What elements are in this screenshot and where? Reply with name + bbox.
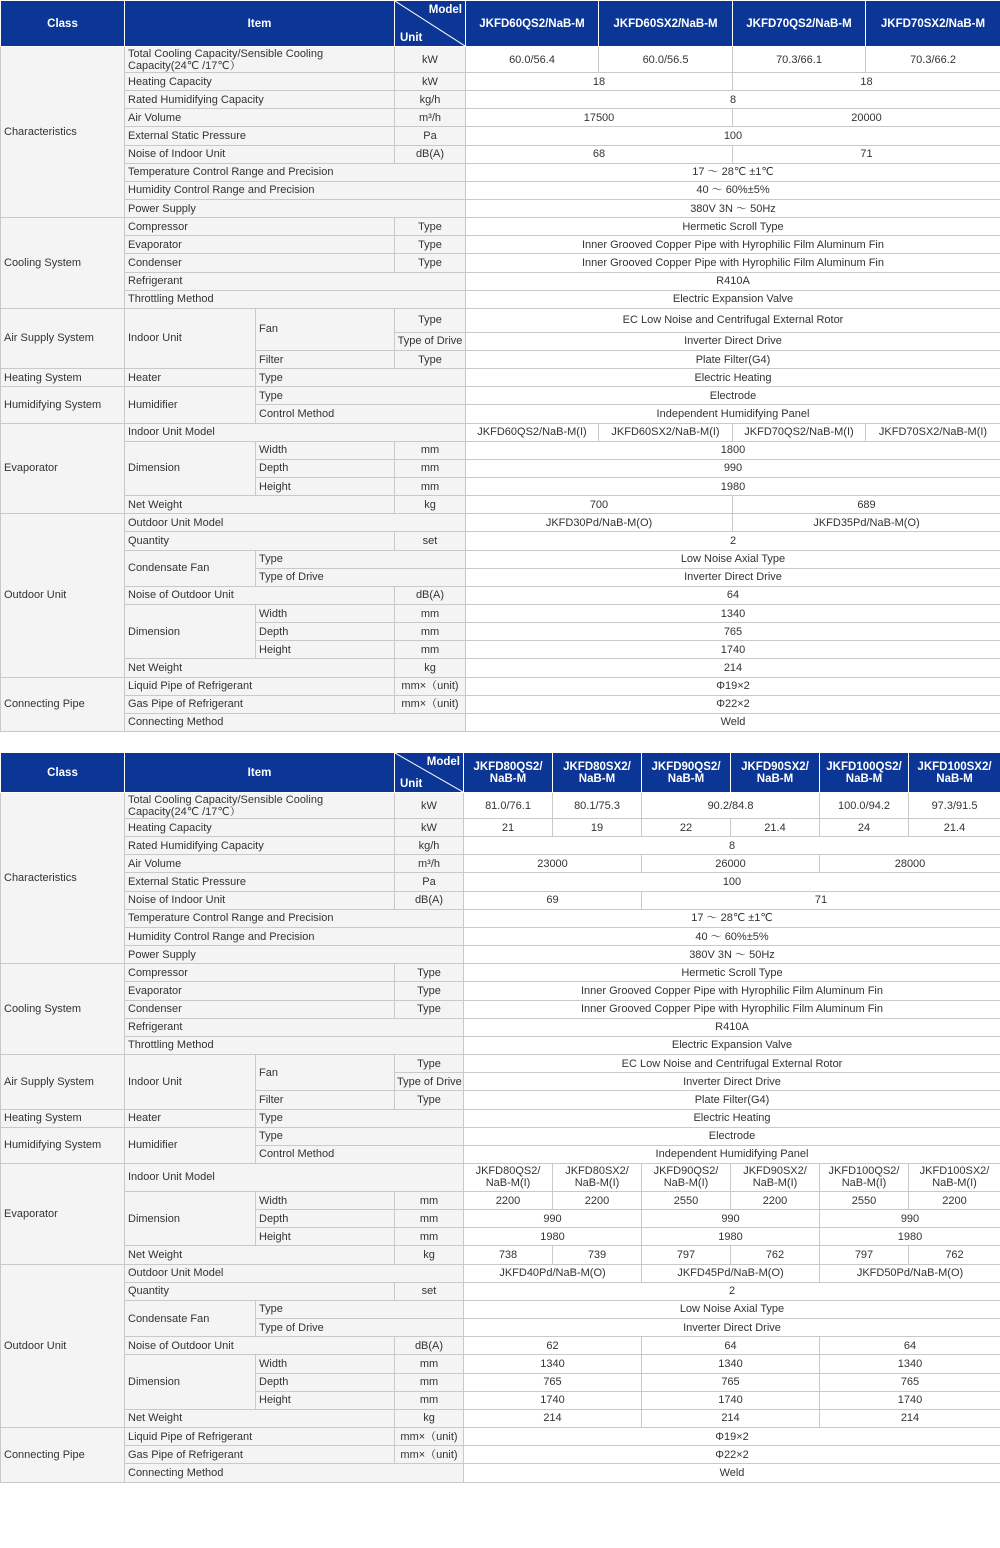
class-cooling-system: Cooling System xyxy=(1,964,125,1055)
value-cell: Electrode xyxy=(466,387,1000,405)
unit-cell: dB(A) xyxy=(395,1337,464,1355)
value-cell: 2 xyxy=(464,1282,1000,1300)
value-cell: 70.3/66.2 xyxy=(866,47,1000,73)
item-heating-capacity: Heating Capacity xyxy=(125,73,395,91)
value-cell: Inverter Direct Drive xyxy=(464,1073,1000,1091)
value-cell: Hermetic Scroll Type xyxy=(466,218,1000,236)
item-humidity-control: Humidity Control Range and Precision xyxy=(125,927,464,945)
value-cell: 1740 xyxy=(820,1391,1000,1409)
value-cell: JKFD80SX2/ NaB-M(I) xyxy=(553,1163,642,1191)
value-cell: 990 xyxy=(466,459,1000,477)
unit-cell: dB(A) xyxy=(395,891,464,909)
item-total-cooling: Total Cooling Capacity/Sensible Cooling Capacity(24℃ /17℃） xyxy=(125,793,395,819)
spec-table-2 xyxy=(0,752,1000,1483)
item-type: Type xyxy=(256,1300,464,1318)
item-heating-capacity: Heating Capacity xyxy=(125,819,395,837)
unit-cell: mm xyxy=(395,1191,464,1209)
item-height: Height xyxy=(256,477,395,495)
unit-cell: mm×（unit) xyxy=(395,1428,464,1446)
item-throttling-method: Throttling Method xyxy=(125,290,466,308)
class-heating-system: Heating System xyxy=(1,369,125,387)
item-humidity-control: Humidity Control Range and Precision xyxy=(125,181,466,199)
value-cell: 71 xyxy=(642,891,1000,909)
value-cell: 990 xyxy=(642,1210,820,1228)
unit-cell: set xyxy=(395,1282,464,1300)
item-heater: Heater xyxy=(125,1109,256,1127)
item-width: Width xyxy=(256,441,395,459)
value-cell: JKFD40Pd/NaB-M(O) xyxy=(464,1264,642,1282)
item-rated-humidifying: Rated Humidifying Capacity xyxy=(125,837,395,855)
value-cell: Φ22×2 xyxy=(466,695,1000,713)
value-cell: 1740 xyxy=(642,1391,820,1409)
value-cell: 40 ～ 60%±5% xyxy=(466,181,1000,199)
value-cell: 380V 3N ～ 50Hz xyxy=(466,199,1000,217)
class-air-supply-system: Air Supply System xyxy=(1,1055,125,1109)
item-type: Type xyxy=(256,369,466,387)
item-external-static-pressure: External Static Pressure xyxy=(125,127,395,145)
model-unit-header xyxy=(395,753,464,793)
value-cell: JKFD80QS2/ NaB-M(I) xyxy=(464,1163,553,1191)
model-header: JKFD100QS2/ NaB-M xyxy=(820,753,909,793)
item-net-weight: Net Weight xyxy=(125,1409,395,1427)
class-connecting-pipe: Connecting Pipe xyxy=(1,1428,125,1483)
item-depth: Depth xyxy=(256,1210,395,1228)
unit-cell: mm xyxy=(395,1210,464,1228)
unit-cell: dB(A) xyxy=(395,145,466,163)
unit-cell: mm xyxy=(395,641,466,659)
value-cell: 1340 xyxy=(466,604,1000,622)
unit-cell: mm xyxy=(395,459,466,477)
value-cell: 2550 xyxy=(820,1191,909,1209)
model-header: JKFD60QS2/NaB-M xyxy=(466,1,599,47)
value-cell: 69 xyxy=(464,891,642,909)
unit-cell: Type xyxy=(395,218,466,236)
value-cell: 797 xyxy=(642,1246,731,1264)
item-indoor-unit: Indoor Unit xyxy=(125,308,256,368)
unit-cell: mm xyxy=(395,477,466,495)
value-cell: Inner Grooved Copper Pipe with Hyrophilic Film Aluminum Fin xyxy=(464,982,1000,1000)
item-filter: Filter xyxy=(256,1091,395,1109)
value-cell: 80.1/75.3 xyxy=(553,793,642,819)
value-cell: 1740 xyxy=(464,1391,642,1409)
item-gas-pipe: Gas Pipe of Refrigerant xyxy=(125,695,395,713)
unit-cell: Type xyxy=(395,964,464,982)
item-total-cooling: Total Cooling Capacity/Sensible Cooling Capacity(24℃ /17℃） xyxy=(125,47,395,73)
unit-cell: m³/h xyxy=(395,109,466,127)
value-cell: 762 xyxy=(909,1246,1000,1264)
value-cell: 60.0/56.4 xyxy=(466,47,599,73)
unit-cell: kg/h xyxy=(395,91,466,109)
value-cell: 2200 xyxy=(909,1191,1000,1209)
item-humidifier: Humidifier xyxy=(125,1127,256,1163)
value-cell: 20000 xyxy=(733,109,1000,127)
value-cell: Low Noise Axial Type xyxy=(464,1300,1000,1318)
item-condenser: Condenser xyxy=(125,254,395,272)
value-cell: Plate Filter(G4) xyxy=(466,350,1000,368)
value-cell: Inverter Direct Drive xyxy=(466,568,1000,586)
value-cell: Independent Humidifying Panel xyxy=(464,1145,1000,1163)
item-heater: Heater xyxy=(125,369,256,387)
spec-table-1 xyxy=(0,0,1000,732)
item-width: Width xyxy=(256,1355,395,1373)
unit-cell: dB(A) xyxy=(395,586,466,604)
value-cell: JKFD100QS2/ NaB-M(I) xyxy=(820,1163,909,1191)
item-noise-indoor: Noise of Indoor Unit xyxy=(125,145,395,163)
value-cell: 81.0/76.1 xyxy=(464,793,553,819)
item-type: Type xyxy=(256,387,466,405)
unit-cell: Type xyxy=(395,350,466,368)
item-indoor-unit: Indoor Unit xyxy=(125,1055,256,1109)
item-evaporator: Evaporator xyxy=(125,236,395,254)
value-cell: 1740 xyxy=(466,641,1000,659)
item-rated-humidifying: Rated Humidifying Capacity xyxy=(125,91,395,109)
item-width: Width xyxy=(256,604,395,622)
value-cell: 689 xyxy=(733,496,1000,514)
value-cell: 1340 xyxy=(642,1355,820,1373)
item-evaporator: Evaporator xyxy=(125,982,395,1000)
value-cell: 762 xyxy=(731,1246,820,1264)
value-cell: JKFD100SX2/ NaB-M(I) xyxy=(909,1163,1000,1191)
unit-cell: Type xyxy=(395,1091,464,1109)
value-cell: Inverter Direct Drive xyxy=(466,332,1000,350)
unit-cell: Type of Drive xyxy=(395,332,466,350)
value-cell: 1980 xyxy=(466,477,1000,495)
class-connecting-pipe: Connecting Pipe xyxy=(1,677,125,732)
value-cell: 2200 xyxy=(464,1191,553,1209)
model-header: JKFD70QS2/NaB-M xyxy=(733,1,866,47)
item-dimension: Dimension xyxy=(125,604,256,658)
value-cell: JKFD50Pd/NaB-M(O) xyxy=(820,1264,1000,1282)
model-unit-header xyxy=(395,1,466,47)
item-type: Type xyxy=(256,1127,464,1145)
value-cell: 1980 xyxy=(642,1228,820,1246)
unit-cell: mm xyxy=(395,1373,464,1391)
value-cell: Electric Heating xyxy=(464,1109,1000,1127)
value-cell: Inner Grooved Copper Pipe with Hyrophilic Film Aluminum Fin xyxy=(466,254,1000,272)
value-cell: Plate Filter(G4) xyxy=(464,1091,1000,1109)
class-header: Class xyxy=(1,1,125,47)
unit-cell: mm×（unit) xyxy=(395,695,466,713)
unit-cell: Type xyxy=(395,308,466,332)
item-connecting-method: Connecting Method xyxy=(125,713,466,731)
value-cell: Weld xyxy=(466,713,1000,731)
item-temp-control: Temperature Control Range and Precision xyxy=(125,909,464,927)
item-throttling-method: Throttling Method xyxy=(125,1036,464,1054)
unit-cell: Type xyxy=(395,254,466,272)
item-temp-control: Temperature Control Range and Precision xyxy=(125,163,466,181)
value-cell: 17 ～ 28℃ ±1℃ xyxy=(466,163,1000,181)
item-height: Height xyxy=(256,1228,395,1246)
value-cell: Inner Grooved Copper Pipe with Hyrophilic Film Aluminum Fin xyxy=(464,1000,1000,1018)
item-humidifier: Humidifier xyxy=(125,387,256,423)
value-cell: 8 xyxy=(466,91,1000,109)
unit-cell: Pa xyxy=(395,127,466,145)
item-depth: Depth xyxy=(256,623,395,641)
value-cell: 17500 xyxy=(466,109,733,127)
class-header: Class xyxy=(1,753,125,793)
value-cell: 2200 xyxy=(553,1191,642,1209)
item-width: Width xyxy=(256,1191,395,1209)
unit-cell: kW xyxy=(395,793,464,819)
value-cell: 40 ～ 60%±5% xyxy=(464,927,1000,945)
item-quantity: Quantity xyxy=(125,1282,395,1300)
item-height: Height xyxy=(256,641,395,659)
value-cell: Electric Expansion Valve xyxy=(464,1036,1000,1054)
item-condenser: Condenser xyxy=(125,1000,395,1018)
value-cell: 765 xyxy=(642,1373,820,1391)
value-cell: 380V 3N ～ 50Hz xyxy=(464,946,1000,964)
item-header: Item xyxy=(125,1,395,47)
model-header: JKFD100SX2/ NaB-M xyxy=(909,753,1000,793)
value-cell: Electrode xyxy=(464,1127,1000,1145)
value-cell: 214 xyxy=(820,1409,1000,1427)
value-cell: 21.4 xyxy=(909,819,1000,837)
value-cell: 700 xyxy=(466,496,733,514)
value-cell: Inverter Direct Drive xyxy=(464,1319,1000,1337)
unit-cell: Type of Drive xyxy=(395,1073,464,1091)
item-header: Item xyxy=(125,753,395,793)
item-power-supply: Power Supply xyxy=(125,199,466,217)
class-cooling-system: Cooling System xyxy=(1,218,125,309)
value-cell: Hermetic Scroll Type xyxy=(464,964,1000,982)
value-cell: Electric Expansion Valve xyxy=(466,290,1000,308)
class-outdoor-unit: Outdoor Unit xyxy=(1,1264,125,1427)
item-indoor-unit-model: Indoor Unit Model xyxy=(125,423,466,441)
item-filter: Filter xyxy=(256,350,395,368)
value-cell: 21.4 xyxy=(731,819,820,837)
value-cell: 1980 xyxy=(464,1228,642,1246)
unit-cell: Type xyxy=(395,1055,464,1073)
item-gas-pipe: Gas Pipe of Refrigerant xyxy=(125,1446,395,1464)
value-cell: 990 xyxy=(820,1210,1000,1228)
unit-cell: Type xyxy=(395,236,466,254)
item-control-method: Control Method xyxy=(256,1145,464,1163)
class-humidifying-system: Humidifying System xyxy=(1,1127,125,1163)
value-cell: 1340 xyxy=(464,1355,642,1373)
value-cell: 23000 xyxy=(464,855,642,873)
unit-cell: Type xyxy=(395,982,464,1000)
value-cell: 214 xyxy=(466,659,1000,677)
item-depth: Depth xyxy=(256,1373,395,1391)
value-cell: JKFD60QS2/NaB-M(I) xyxy=(466,423,599,441)
value-cell: 1980 xyxy=(820,1228,1000,1246)
item-quantity: Quantity xyxy=(125,532,395,550)
value-cell: 18 xyxy=(466,73,733,91)
item-noise-outdoor: Noise of Outdoor Unit xyxy=(125,1337,395,1355)
class-outdoor-unit: Outdoor Unit xyxy=(1,514,125,677)
item-outdoor-unit-model: Outdoor Unit Model xyxy=(125,514,466,532)
item-height: Height xyxy=(256,1391,395,1409)
unit-cell: kg xyxy=(395,659,466,677)
unit-cell: kg xyxy=(395,496,466,514)
unit-cell: kg xyxy=(395,1409,464,1427)
value-cell: 60.0/56.5 xyxy=(599,47,733,73)
class-evaporator: Evaporator xyxy=(1,423,125,514)
item-connecting-method: Connecting Method xyxy=(125,1464,464,1483)
unit-cell: mm xyxy=(395,1355,464,1373)
unit-cell: Pa xyxy=(395,873,464,891)
item-fan: Fan xyxy=(256,308,395,350)
value-cell: 64 xyxy=(820,1337,1000,1355)
unit-cell: mm×（unit) xyxy=(395,1446,464,1464)
model-label: Model xyxy=(426,756,460,768)
value-cell: Weld xyxy=(464,1464,1000,1483)
model-header: JKFD60SX2/NaB-M xyxy=(599,1,733,47)
item-liquid-pipe: Liquid Pipe of Refrigerant xyxy=(125,677,395,695)
item-air-volume: Air Volume xyxy=(125,855,395,873)
value-cell: R410A xyxy=(466,272,1000,290)
value-cell: JKFD45Pd/NaB-M(O) xyxy=(642,1264,820,1282)
value-cell: 214 xyxy=(464,1409,642,1427)
class-characteristics: Characteristics xyxy=(1,793,125,964)
item-outdoor-unit-model: Outdoor Unit Model xyxy=(125,1264,464,1282)
unit-cell: kW xyxy=(395,819,464,837)
value-cell: 97.3/91.5 xyxy=(909,793,1000,819)
value-cell: 765 xyxy=(464,1373,642,1391)
item-dimension: Dimension xyxy=(125,441,256,495)
value-cell: 797 xyxy=(820,1246,909,1264)
unit-cell: set xyxy=(395,532,466,550)
unit-cell: mm xyxy=(395,604,466,622)
value-cell: 62 xyxy=(464,1337,642,1355)
item-control-method: Control Method xyxy=(256,405,466,423)
value-cell: 2200 xyxy=(731,1191,820,1209)
value-cell: Inner Grooved Copper Pipe with Hyrophilic Film Aluminum Fin xyxy=(466,236,1000,254)
item-condensate-fan: Condensate Fan xyxy=(125,1300,256,1336)
value-cell: JKFD70SX2/NaB-M(I) xyxy=(866,423,1000,441)
value-cell: 2550 xyxy=(642,1191,731,1209)
value-cell: 739 xyxy=(553,1246,642,1264)
value-cell: Electric Heating xyxy=(466,369,1000,387)
value-cell: EC Low Noise and Centrifugal External Rotor xyxy=(466,308,1000,332)
model-header: JKFD80QS2/ NaB-M xyxy=(464,753,553,793)
item-refrigerant: Refrigerant xyxy=(125,272,466,290)
unit-label: Unit xyxy=(400,778,423,790)
class-air-supply-system: Air Supply System xyxy=(1,308,125,368)
value-cell: 100.0/94.2 xyxy=(820,793,909,819)
model-header: JKFD70SX2/NaB-M xyxy=(866,1,1000,47)
item-external-static-pressure: External Static Pressure xyxy=(125,873,395,891)
value-cell: JKFD30Pd/NaB-M(O) xyxy=(466,514,733,532)
value-cell: Independent Humidifying Panel xyxy=(466,405,1000,423)
item-indoor-unit-model: Indoor Unit Model xyxy=(125,1163,464,1191)
value-cell: Φ19×2 xyxy=(464,1428,1000,1446)
value-cell: 70.3/66.1 xyxy=(733,47,866,73)
value-cell: 765 xyxy=(466,623,1000,641)
value-cell: 21 xyxy=(464,819,553,837)
value-cell: 18 xyxy=(733,73,1000,91)
item-dimension: Dimension xyxy=(125,1355,256,1409)
item-air-volume: Air Volume xyxy=(125,109,395,127)
value-cell: Φ19×2 xyxy=(466,677,1000,695)
value-cell: 22 xyxy=(642,819,731,837)
value-cell: R410A xyxy=(464,1018,1000,1036)
model-label: Model xyxy=(428,4,462,16)
unit-cell: mm×（unit) xyxy=(395,677,466,695)
item-condensate-fan: Condensate Fan xyxy=(125,550,256,586)
item-depth: Depth xyxy=(256,459,395,477)
model-header: JKFD90SX2/ NaB-M xyxy=(731,753,820,793)
value-cell: 24 xyxy=(820,819,909,837)
value-cell: JKFD60SX2/NaB-M(I) xyxy=(599,423,733,441)
class-heating-system: Heating System xyxy=(1,1109,125,1127)
unit-cell: kg/h xyxy=(395,837,464,855)
item-noise-outdoor: Noise of Outdoor Unit xyxy=(125,586,395,604)
item-type: Type xyxy=(256,1109,464,1127)
unit-cell: mm xyxy=(395,623,466,641)
unit-cell: mm xyxy=(395,441,466,459)
unit-cell: mm xyxy=(395,1391,464,1409)
value-cell: 68 xyxy=(466,145,733,163)
unit-cell: m³/h xyxy=(395,855,464,873)
value-cell: JKFD35Pd/NaB-M(O) xyxy=(733,514,1000,532)
value-cell: 64 xyxy=(642,1337,820,1355)
value-cell: JKFD90SX2/ NaB-M(I) xyxy=(731,1163,820,1191)
value-cell: 17 ～ 28℃ ±1℃ xyxy=(464,909,1000,927)
unit-cell: Type xyxy=(395,1000,464,1018)
model-header: JKFD80SX2/ NaB-M xyxy=(553,753,642,793)
value-cell: 19 xyxy=(553,819,642,837)
value-cell: 90.2/84.8 xyxy=(642,793,820,819)
item-fan: Fan xyxy=(256,1055,395,1091)
value-cell: 71 xyxy=(733,145,1000,163)
value-cell: 100 xyxy=(466,127,1000,145)
value-cell: JKFD70QS2/NaB-M(I) xyxy=(733,423,866,441)
value-cell: Low Noise Axial Type xyxy=(466,550,1000,568)
unit-cell: kW xyxy=(395,73,466,91)
item-net-weight: Net Weight xyxy=(125,1246,395,1264)
value-cell: 28000 xyxy=(820,855,1000,873)
value-cell: 64 xyxy=(466,586,1000,604)
class-humidifying-system: Humidifying System xyxy=(1,387,125,423)
value-cell: 26000 xyxy=(642,855,820,873)
value-cell: 738 xyxy=(464,1246,553,1264)
class-evaporator: Evaporator xyxy=(1,1163,125,1264)
item-power-supply: Power Supply xyxy=(125,946,464,964)
unit-label: Unit xyxy=(400,32,423,44)
model-header: JKFD90QS2/ NaB-M xyxy=(642,753,731,793)
value-cell: Φ22×2 xyxy=(464,1446,1000,1464)
value-cell: JKFD90QS2/ NaB-M(I) xyxy=(642,1163,731,1191)
item-net-weight: Net Weight xyxy=(125,659,395,677)
item-type-of-drive: Type of Drive xyxy=(256,568,466,586)
value-cell: 214 xyxy=(642,1409,820,1427)
value-cell: 2 xyxy=(466,532,1000,550)
unit-cell: kW xyxy=(395,47,466,73)
value-cell: 765 xyxy=(820,1373,1000,1391)
item-liquid-pipe: Liquid Pipe of Refrigerant xyxy=(125,1428,395,1446)
item-compressor: Compressor xyxy=(125,218,395,236)
item-type-of-drive: Type of Drive xyxy=(256,1319,464,1337)
item-compressor: Compressor xyxy=(125,964,395,982)
item-net-weight: Net Weight xyxy=(125,496,395,514)
value-cell: 100 xyxy=(464,873,1000,891)
value-cell: 8 xyxy=(464,837,1000,855)
value-cell: 1340 xyxy=(820,1355,1000,1373)
unit-cell: mm xyxy=(395,1228,464,1246)
item-type: Type xyxy=(256,550,466,568)
item-noise-indoor: Noise of Indoor Unit xyxy=(125,891,395,909)
unit-cell: kg xyxy=(395,1246,464,1264)
class-characteristics: Characteristics xyxy=(1,47,125,218)
value-cell: 990 xyxy=(464,1210,642,1228)
value-cell: EC Low Noise and Centrifugal External Rotor xyxy=(464,1055,1000,1073)
item-dimension: Dimension xyxy=(125,1191,256,1245)
value-cell: 1800 xyxy=(466,441,1000,459)
item-refrigerant: Refrigerant xyxy=(125,1018,464,1036)
